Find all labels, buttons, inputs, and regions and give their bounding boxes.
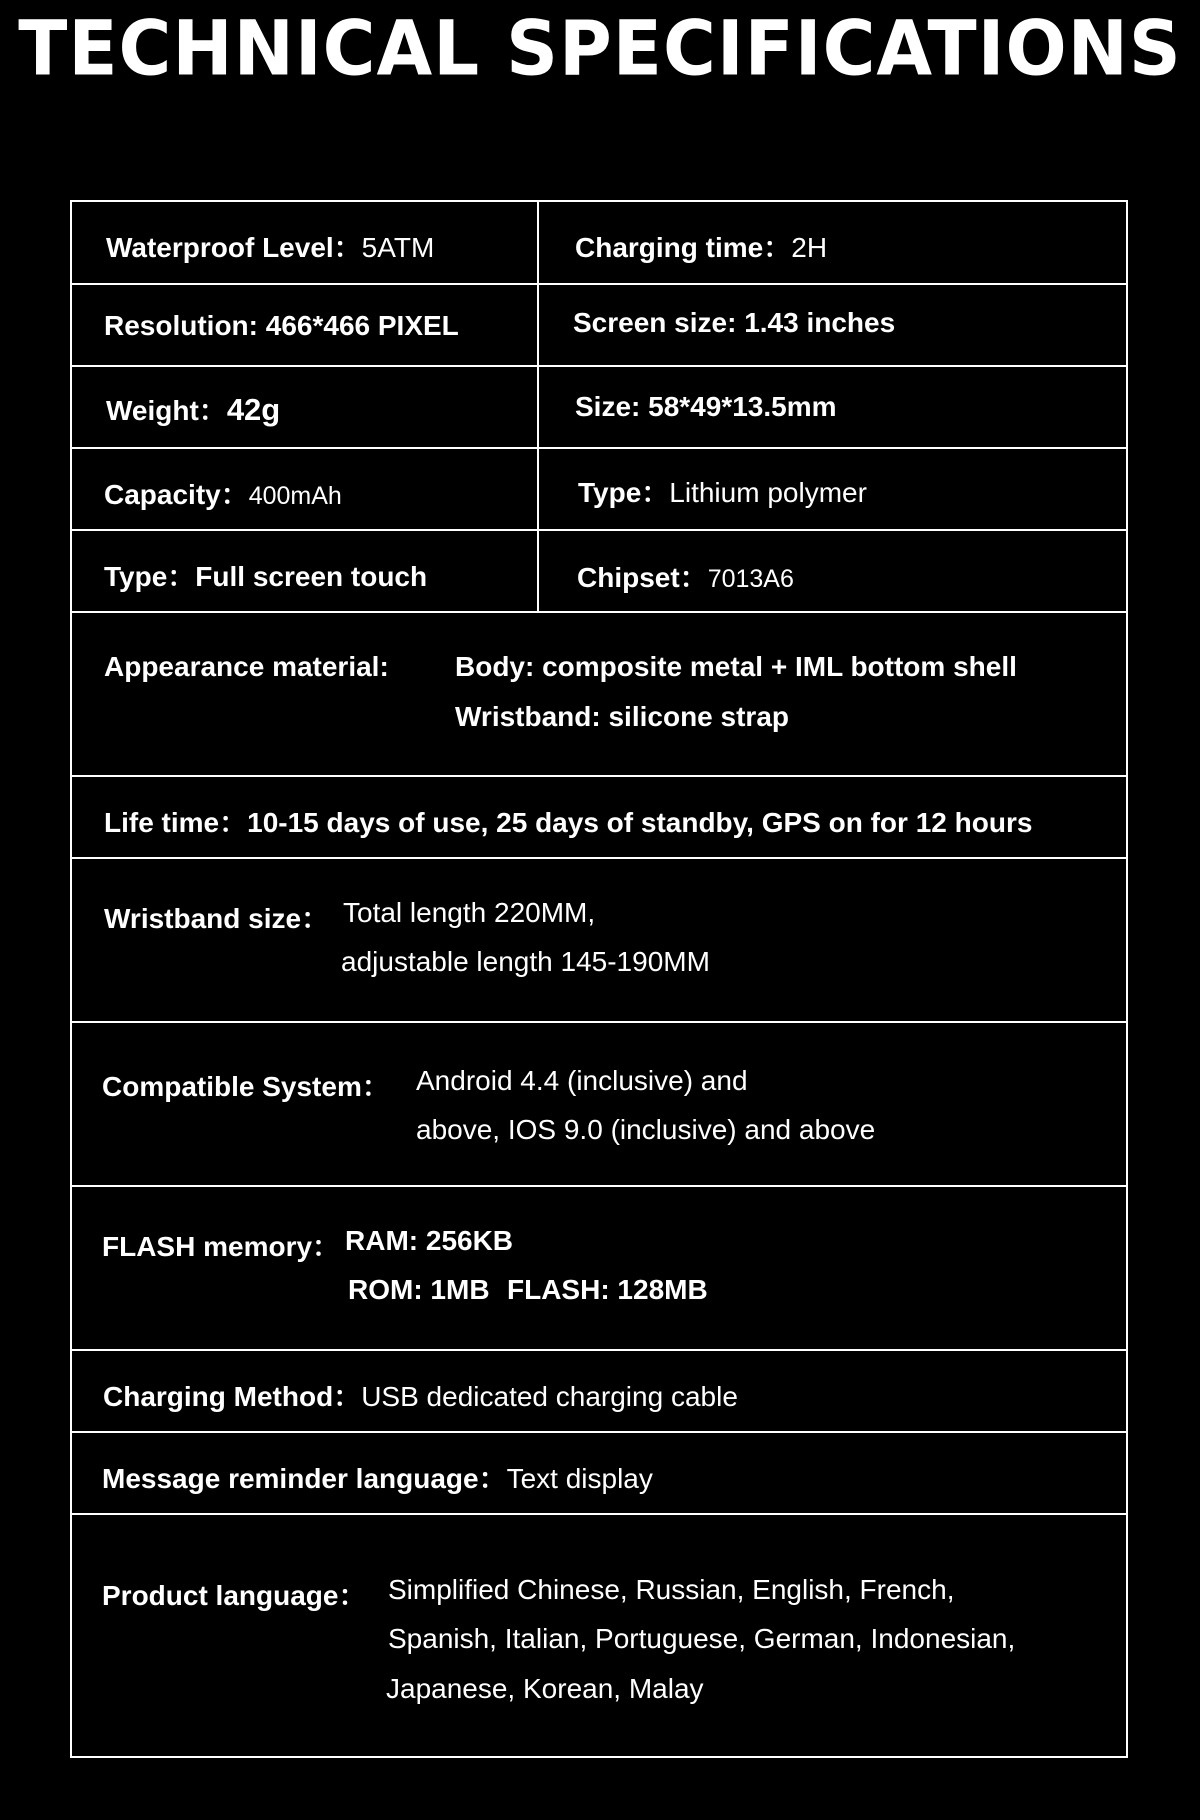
- chipset-value: 7013A6: [707, 565, 794, 593]
- compatible-system-label: Compatible System：: [102, 1071, 390, 1102]
- product-language-line-1: Simplified Chinese, Russian, English, French,: [388, 1574, 955, 1605]
- spec-cell-resolution: [72, 285, 539, 365]
- screen-size-value: 1.43 inches: [744, 307, 896, 338]
- spec-cell-touch-type: [72, 531, 539, 611]
- product-language-line-2: Spanish, Italian, Portuguese, German, Indonesian,: [388, 1623, 1016, 1654]
- wristband-adjustable-length: adjustable length 145-190MM: [341, 946, 710, 977]
- charging-time-value: 2H: [791, 232, 828, 263]
- spec-row-life-time: [72, 777, 1126, 859]
- spec-table: [70, 200, 1128, 1758]
- charging-method-value: USB dedicated charging cable: [361, 1381, 738, 1412]
- spec-row-touch-chipset: [72, 531, 1126, 613]
- battery-type-value: Lithium polymer: [669, 477, 867, 508]
- charging-method-label: Charging Method：: [103, 1381, 362, 1412]
- appearance-body-value: Body: composite metal + IML bottom shell: [455, 651, 1017, 682]
- spec-row-product-language: [72, 1515, 1126, 1756]
- spec-cell-capacity: [72, 449, 539, 529]
- size-label: Size:: [575, 391, 649, 422]
- touch-type-value: Full screen touch: [195, 561, 428, 592]
- spec-row-waterproof-charging: [72, 202, 1126, 285]
- spec-cell-screen-size: [539, 285, 1126, 365]
- capacity-value: 400mAh: [248, 482, 342, 510]
- capacity-label: Capacity：: [104, 479, 249, 510]
- spec-row-capacity-type: [72, 449, 1126, 531]
- wristband-size-label: Wristband size：: [104, 903, 330, 934]
- flash-value: FLASH: 128MB: [507, 1274, 708, 1305]
- spec-row-resolution-screen: [72, 285, 1126, 367]
- appearance-label: Appearance material:: [104, 651, 389, 682]
- product-language-label: Product language：: [102, 1580, 367, 1611]
- waterproof-label: Waterproof Level：: [106, 232, 362, 263]
- spec-row-flash-memory: [72, 1187, 1126, 1351]
- spec-row-wristband-size: [72, 859, 1126, 1023]
- spec-cell-compatible-system: [72, 1023, 1126, 1185]
- spec-cell-waterproof: [72, 202, 539, 283]
- spec-cell-size: [539, 367, 1126, 447]
- spec-cell-wristband-size: [72, 859, 1126, 1021]
- spec-row-appearance: [72, 613, 1126, 777]
- spec-cell-chipset: [539, 531, 1126, 611]
- life-time-label: Life time：: [104, 807, 248, 838]
- life-time-value: 10-15 days of use, 25 days of standby, GPS on for 12 hours: [247, 807, 1033, 838]
- compatible-android-value: Android 4.4 (inclusive) and: [416, 1065, 748, 1096]
- resolution-value: 466*466 PIXEL: [265, 310, 459, 341]
- message-language-label: Message reminder language：: [102, 1463, 507, 1494]
- product-language-line-3: Japanese, Korean, Malay: [386, 1673, 704, 1704]
- spec-cell-flash-memory: [72, 1187, 1126, 1349]
- touch-type-label: Type：: [104, 561, 196, 592]
- ram-value: RAM: 256KB: [345, 1225, 514, 1256]
- screen-size-label: Screen size:: [573, 307, 745, 338]
- spec-cell-appearance: [72, 613, 1126, 775]
- spec-cell-life-time: [72, 777, 1126, 857]
- waterproof-value: 5ATM: [361, 232, 435, 263]
- wristband-total-length: Total length 220MM,: [343, 897, 596, 928]
- spec-row-compatible-system: [72, 1023, 1126, 1187]
- battery-type-label: Type：: [578, 477, 670, 508]
- flash-memory-label: FLASH memory：: [102, 1231, 341, 1262]
- page-title: TECHNICAL SPECIFICATIONS: [18, 3, 1182, 93]
- spec-cell-charging-method: [72, 1351, 1126, 1431]
- spec-row-charging-method: [72, 1351, 1126, 1433]
- weight-label: Weight：: [106, 395, 227, 426]
- charging-time-label: Charging time：: [575, 232, 792, 263]
- compatible-ios-value: above, IOS 9.0 (inclusive) and above: [416, 1114, 876, 1145]
- spec-cell-weight: [72, 367, 539, 447]
- spec-row-message-language: [72, 1433, 1126, 1515]
- rom-value: ROM: 1MB: [348, 1274, 490, 1305]
- spec-cell-message-language: [72, 1433, 1126, 1513]
- spec-cell-product-language: [72, 1515, 1126, 1756]
- weight-value: 42g: [226, 392, 281, 427]
- message-language-value: Text display: [506, 1463, 653, 1494]
- appearance-wristband-value: Wristband: silicone strap: [455, 701, 789, 732]
- resolution-label: Resolution:: [104, 310, 266, 341]
- size-value: 58*49*13.5mm: [648, 391, 837, 422]
- chipset-label: Chipset：: [577, 562, 708, 593]
- spec-cell-battery-type: [539, 449, 1126, 529]
- spec-row-weight-size: [72, 367, 1126, 449]
- spec-cell-charging-time: [539, 202, 1126, 283]
